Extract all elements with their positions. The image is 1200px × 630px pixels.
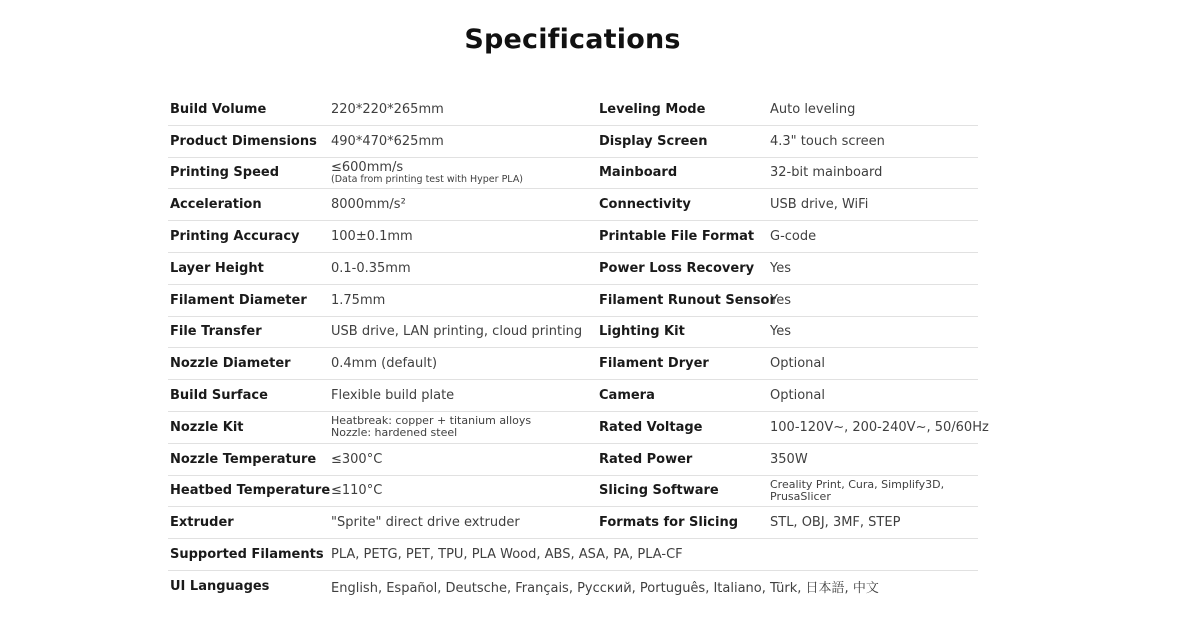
spec-value-group [770,476,978,508]
spec-value: G-code [770,221,978,253]
spec-note: (Data from printing test with Hyper PLA) [331,174,524,186]
spec-label: Extruder [168,507,331,539]
specifications-table [168,94,989,603]
spec-label: Nozzle Temperature [168,444,331,476]
spec-row [168,380,978,412]
spec-value: ≤600mm/s [331,160,404,176]
spec-label: Display Screen [599,126,770,158]
spec-value: 0.1-0.35mm [331,253,599,285]
spec-value: 1.75mm [331,285,599,317]
spec-label: Leveling Mode [599,94,770,126]
spec-value: Auto leveling [770,94,978,126]
spec-row [168,507,978,539]
spec-label: Lighting Kit [599,317,770,349]
spec-label: Build Surface [168,380,331,412]
spec-label: Rated Voltage [599,412,770,444]
spec-value: "Sprite" direct drive extruder [331,507,599,539]
page-title: Specifications [464,24,681,55]
spec-row [168,444,978,476]
spec-row [168,348,978,380]
spec-label: Supported Filaments [168,539,331,571]
spec-value-group [331,412,599,444]
spec-label: UI Languages [170,579,270,595]
spec-label: Heatbed Temperature [168,476,331,508]
spec-value: 4.3" touch screen [770,126,978,158]
spec-value: STL, OBJ, 3MF, STEP [770,507,978,539]
spec-value-line: Heatbreak: copper + titanium alloys [331,414,532,428]
spec-value: 100±0.1mm [331,221,599,253]
spec-label: Camera [599,380,770,412]
spec-value: USB drive, WiFi [770,189,978,221]
spec-label: Filament Dryer [599,348,770,380]
spec-value-line: PrusaSlicer [770,489,831,503]
spec-value: 0.4mm (default) [331,348,599,380]
spec-row [168,253,978,285]
spec-value: 490*470*625mm [331,126,599,158]
spec-value: English, Español, Deutsche, Français, Русский, Português, Italiano, Türk, 日本語, 中文 [331,581,879,597]
spec-row [168,221,978,253]
spec-label: Acceleration [168,189,331,221]
spec-value: 100-120V~, 200-240V~, 50/60Hz [770,412,978,444]
spec-row [168,285,978,317]
spec-value: 32-bit mainboard [770,158,978,190]
spec-value: Yes [770,317,978,349]
spec-label: Nozzle Kit [168,412,331,444]
spec-label: Slicing Software [599,476,770,508]
spec-label: Printing Speed [168,158,331,190]
spec-row [168,539,978,571]
spec-row [168,476,978,508]
spec-value: Yes [770,253,978,285]
spec-label: Filament Runout Sensor [599,285,770,317]
spec-row [168,571,978,603]
spec-label: Connectivity [599,189,770,221]
spec-row [168,94,978,126]
spec-value: ≤110°C [331,476,599,508]
spec-label: Product Dimensions [168,126,331,158]
spec-label: Build Volume [168,94,331,126]
spec-value: 8000mm/s² [331,189,599,221]
spec-row [168,126,978,158]
spec-value-group [331,158,599,190]
spec-label: Nozzle Diameter [168,348,331,380]
spec-value: Flexible build plate [331,380,599,412]
spec-value: ≤300°C [331,444,599,476]
spec-label: Power Loss Recovery [599,253,770,285]
spec-value-line: Nozzle: hardened steel [331,426,458,440]
spec-value: USB drive, LAN printing, cloud printing [331,317,599,349]
spec-label: Filament Diameter [168,285,331,317]
spec-value-line: Creality Print, Cura, Simplify3D, [770,477,945,491]
spec-value: 350W [770,444,978,476]
spec-value: Optional [770,380,978,412]
spec-row [168,158,978,190]
spec-label: Mainboard [599,158,770,190]
spec-value: PLA, PETG, PET, TPU, PLA Wood, ABS, ASA, PA, PLA-CF [331,539,978,571]
spec-label: Printable File Format [599,221,770,253]
spec-label: File Transfer [168,317,331,349]
spec-label: Layer Height [168,253,331,285]
spec-value: 220*220*265mm [331,94,599,126]
spec-row [168,317,978,349]
spec-value: Yes [770,285,978,317]
spec-label: Printing Accuracy [168,221,331,253]
spec-value: Optional [770,348,978,380]
spec-row [168,189,978,221]
spec-row [168,412,989,444]
spec-label: Rated Power [599,444,770,476]
spec-label: Formats for Slicing [599,507,770,539]
